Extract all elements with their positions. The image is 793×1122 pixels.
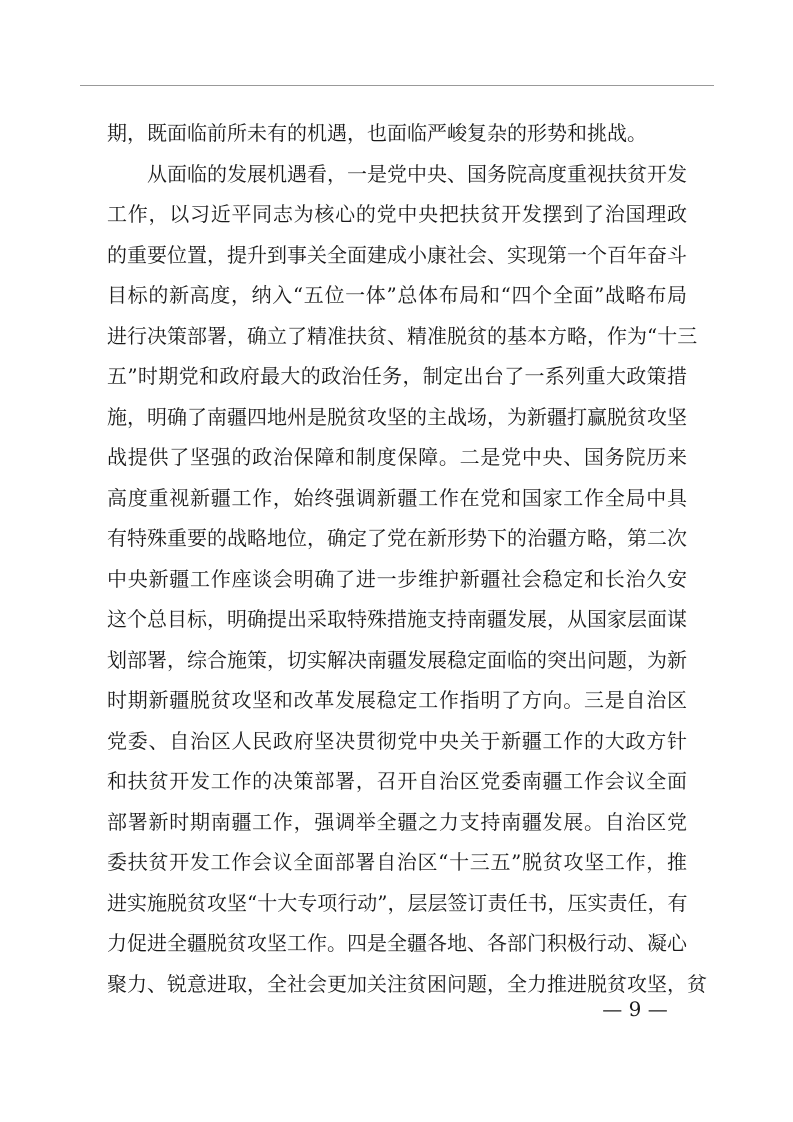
text-line-16: 党委、自治区人民政府坚决贯彻党中央关于新疆工作的大政方针: [107, 728, 687, 753]
text-line-4: 的重要位置，提升到事关全面建成小康社会、实现第一个百年奋斗: [107, 242, 687, 267]
text-line-22: 聚力、锐意进取，全社会更加关注贫困问题，全力推进脱贫攻坚，贫: [107, 971, 707, 996]
text-line-17: 和扶贫开发工作的决策部署，召开自治区党委南疆工作会议全面: [107, 769, 687, 793]
text-line-14: 划部署，综合施策，切实解决南疆发展稳定面临的突出问题，为新: [107, 647, 687, 672]
text-line-5: 目标的新高度，纳入“五位一体”总体布局和“四个全面”战略布局: [107, 283, 687, 307]
header-rule: [80, 85, 714, 86]
text-line-7: 五”时期党和政府最大的政治任务，制定出台了一系列重大政策措: [107, 364, 687, 388]
text-line-3: 工作，以习近平同志为核心的党中央把扶贫开发摆到了治国理政: [107, 202, 687, 226]
text-line-8: 施，明确了南疆四地州是脱贫攻坚的主战场，为新疆打赢脱贫攻坚: [107, 404, 687, 429]
page-number: — 9 —: [602, 997, 668, 1021]
body-text: [107, 113, 707, 1004]
text-line-19: 委扶贫开发工作会议全面部署自治区“十三五”脱贫攻坚工作，推: [107, 850, 687, 874]
text-line-21: 力促进全疆脱贫攻坚工作。四是全疆各地、各部门积极行动、凝心: [107, 931, 687, 955]
text-line-15: 时期新疆脱贫攻坚和改革发展稳定工作指明了方向。三是自治区: [107, 688, 687, 712]
text-line-13: 这个总目标，明确提出采取特殊措施支持南疆发展，从国家层面谋: [107, 607, 687, 631]
text-line-1: 期，既面临前所未有的机遇，也面临严峻复杂的形势和挑战。: [107, 121, 647, 145]
text-line-10: 高度重视新疆工作，始终强调新疆工作在党和国家工作全局中具: [107, 485, 687, 510]
text-line-6: 进行决策部署，确立了精准扶贫、精准脱贫的基本方略，作为“十三: [107, 323, 698, 348]
text-line-2: 从面临的发展机遇看，一是党中央、国务院高度重视扶贫开发: [147, 161, 687, 186]
text-line-18: 部署新时期南疆工作，强调举全疆之力支持南疆发展。自治区党: [107, 809, 687, 834]
text-line-11: 有特殊重要的战略地位，确定了党在新形势下的治疆方略，第二次: [107, 526, 687, 550]
text-line-20: 进实施脱贫攻坚“十大专项行动”，层层签订责任书，压实责任，有: [107, 890, 688, 915]
text-line-12: 中央新疆工作座谈会明确了进一步维护新疆社会稳定和长治久安: [107, 566, 687, 591]
text-line-9: 战提供了坚强的政治保障和制度保障。二是党中央、国务院历来: [107, 445, 687, 469]
